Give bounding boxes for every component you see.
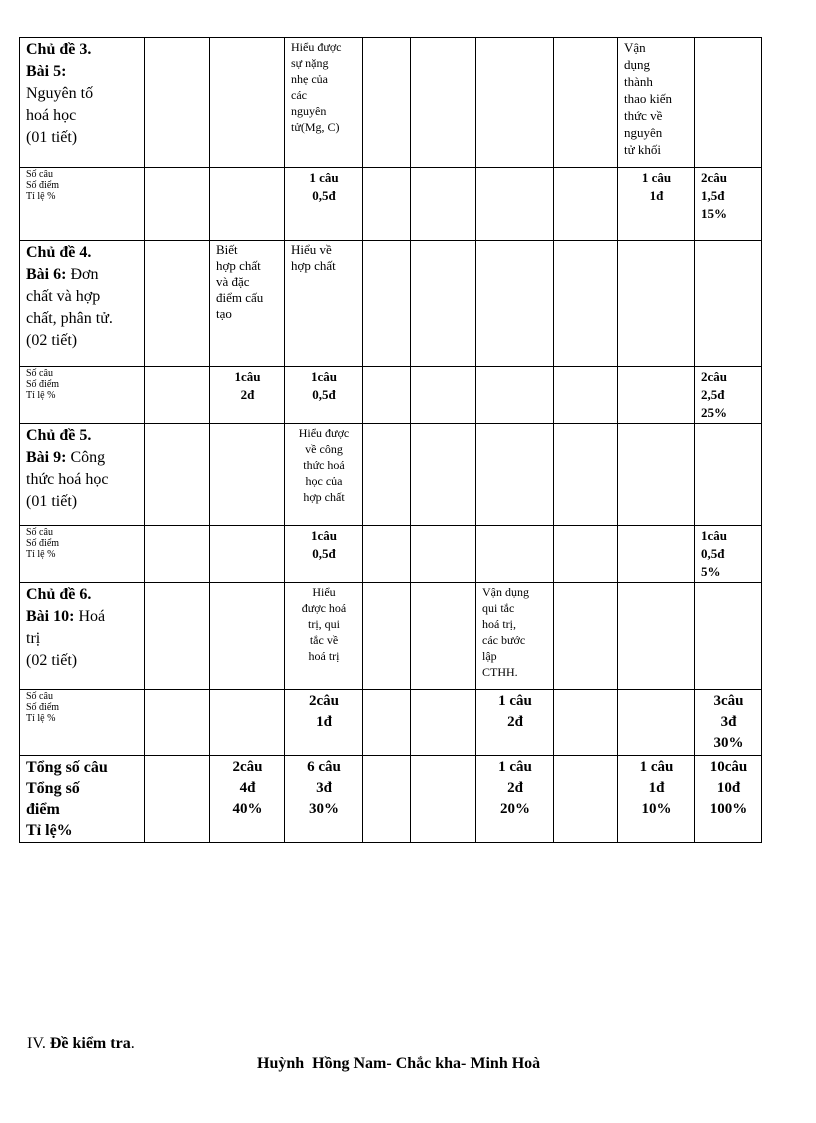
total-value: 3câu 3đ 30% [713, 693, 744, 751]
stats-row [20, 526, 762, 583]
topic-title: Chủ đề 3. [26, 41, 92, 58]
topic-cell [20, 38, 145, 168]
stats-labels: Số câu Số điểm Tỉ lệ % [26, 368, 60, 401]
high-apply-total: 1 câu 1đ 10% [639, 759, 674, 817]
stats-row [20, 367, 762, 424]
high-apply-desc: Vận dụng thành thao kiến thức về nguyên tử khối [624, 40, 673, 157]
topic-title: Chủ đề 4. [26, 244, 92, 261]
lesson-label: Bài 9: [26, 449, 67, 466]
stats-labels: Số câu Số điểm Tỉ lệ % [26, 691, 60, 724]
apply-value: 1 câu 2đ [498, 693, 532, 730]
topic-name: trị [26, 630, 41, 647]
topic-periods: (01 tiết) [26, 493, 78, 510]
understand-value: 1 câu 0,5đ [309, 170, 339, 203]
topic-periods: (02 tiết) [26, 332, 78, 349]
author-signature: Huỳnh Hồng Nam- Chắc kha- Minh Hoà [257, 1055, 541, 1072]
topic-name: chất và hợp chất, phân tử. [26, 288, 113, 327]
understand-desc: Hiểu được hoá trị, qui tắc về hoá trị [301, 585, 347, 663]
topic-periods: (02 tiết) [26, 652, 78, 669]
topic-row [20, 424, 762, 526]
totals-row [20, 756, 762, 843]
apply-total: 1 câu 2đ 20% [498, 759, 532, 817]
stats-labels: Số câu Số điểm Tỉ lệ % [26, 169, 60, 202]
topic-name-inline: Hoá [78, 608, 106, 625]
grand-total: 10câu 10đ 100% [709, 759, 748, 817]
totals-label: Tổng số câu Tổng số điểm Tỉ lệ% [26, 759, 108, 839]
total-value: 2câu 2,5đ 25% [701, 369, 727, 420]
understand-value: 1câu 0,5đ [311, 369, 337, 402]
topic-cell [20, 424, 145, 526]
topic-row [20, 241, 762, 367]
topic-name-inline: Công [70, 449, 106, 466]
lesson-label: Bài 5: [26, 63, 67, 80]
stats-row [20, 168, 762, 241]
stats-labels: Số câu Số điểm Tỉ lệ % [26, 527, 60, 560]
topic-name-inline: Đơn [70, 266, 99, 283]
topic-name: thức hoá học [26, 471, 109, 488]
know-value: 1câu 2đ [234, 369, 261, 402]
topic-row [20, 583, 762, 690]
section-title: Đề kiểm tra [49, 1035, 131, 1052]
understand-value: 2câu 1đ [309, 693, 339, 730]
total-value: 2câu 1,5đ 15% [701, 170, 727, 221]
lesson-label: Bài 10: [26, 608, 75, 625]
understand-desc: Hiểu được sự nặng nhẹ của các nguyên tử(Mg, C) [291, 40, 342, 134]
topic-row [20, 38, 762, 168]
section-end: . [130, 1035, 135, 1052]
understand-total: 6 câu 3đ 30% [307, 759, 341, 817]
topic-cell [20, 241, 145, 367]
lesson-label: Bài 6: [26, 266, 67, 283]
high-apply-value: 1 câu 1đ [641, 170, 672, 203]
topic-title: Chủ đề 6. [26, 586, 92, 603]
understand-desc: Hiểu được về công thức hoá học của hợp chất [298, 426, 350, 504]
section-heading [27, 1035, 135, 1053]
stats-row [20, 690, 762, 756]
understand-desc: Hiểu về hợp chất [291, 242, 336, 273]
total-value: 1câu 0,5đ 5% [701, 528, 727, 579]
understand-value: 1câu 0,5đ [311, 528, 337, 561]
know-total: 2câu 4đ 40% [232, 759, 263, 817]
exam-matrix-table [19, 37, 762, 843]
section-number: IV. [27, 1035, 46, 1052]
topic-title: Chủ đề 5. [26, 427, 92, 444]
topic-name: Nguyên tố hoá học [26, 85, 94, 124]
apply-desc: Vận dụng qui tắc hoá trị, các bước lập CTHH. [482, 585, 529, 679]
topic-periods: (01 tiết) [26, 129, 78, 146]
know-desc: Biết hợp chất và đặc điểm cấu tạo [216, 242, 264, 321]
topic-cell [20, 583, 145, 690]
